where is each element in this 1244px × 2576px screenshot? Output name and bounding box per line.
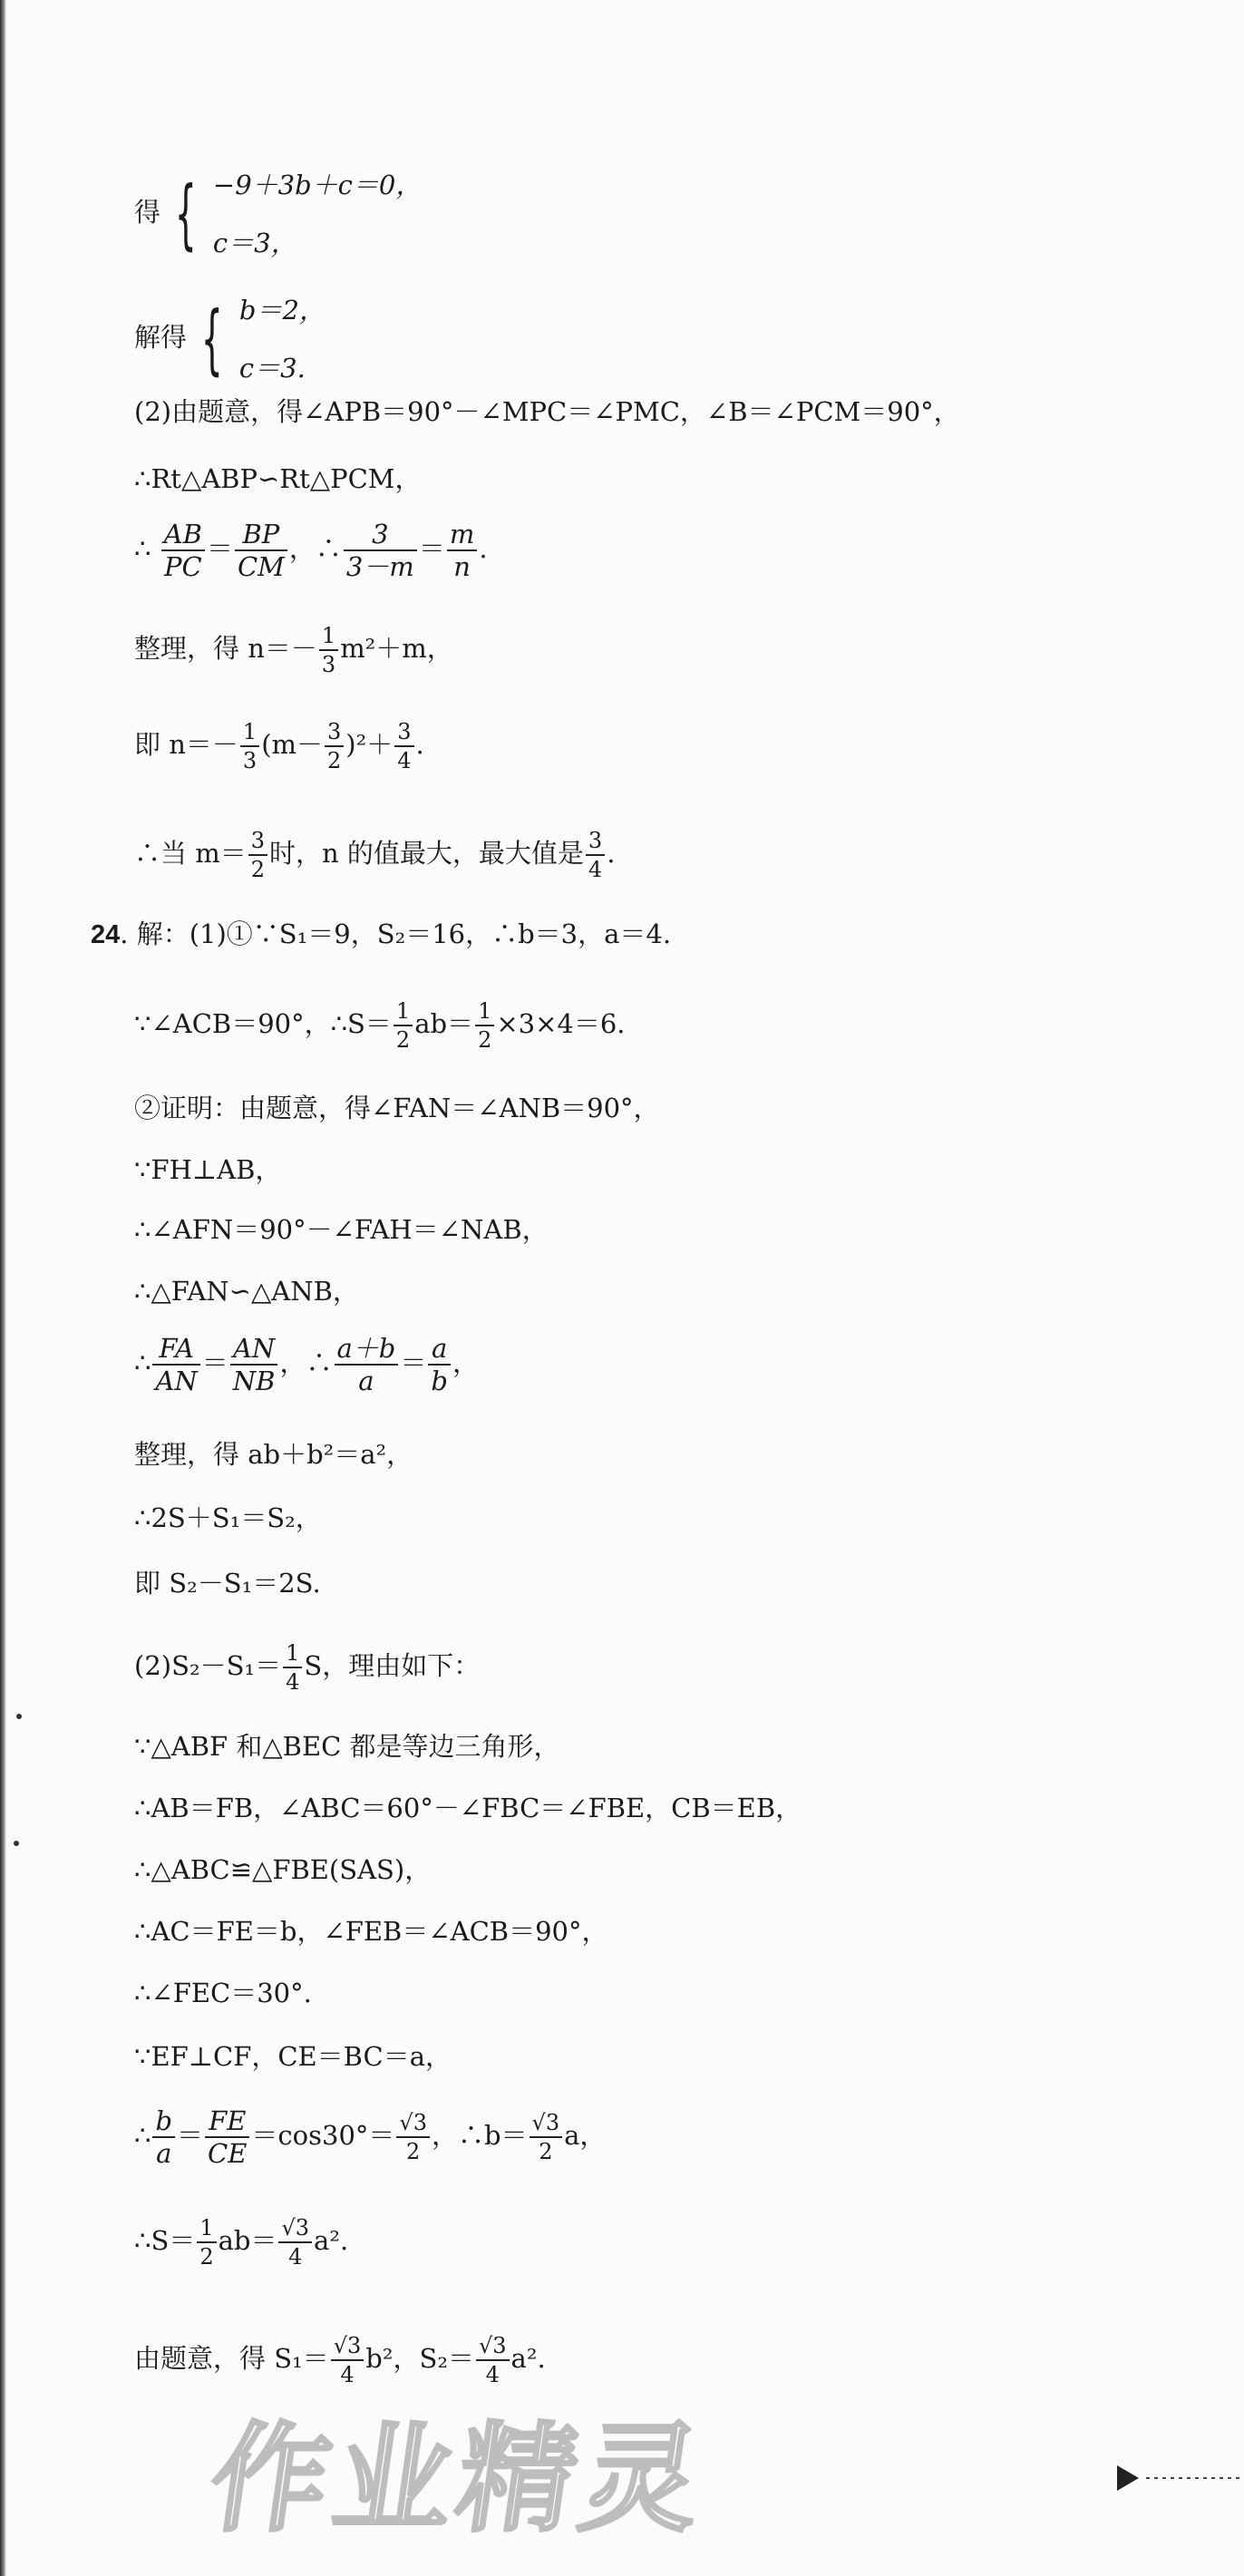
solution-line: ∴△ABC≌△FBE(SAS)， [134,1854,432,1885]
solution-line-fractions: ∵∠ACB＝90°，∴S＝ $\frac{1}{2}$ ab＝ $\frac{1}{2}$ ×3×4＝6. [134,998,626,1053]
solution-line: 即 S₂－S₁＝2S. [134,1568,321,1599]
solution-line: ∴Rt△ABP∽Rt△PCM， [134,463,422,494]
question-number: 24 [91,920,121,949]
solution-line: ∵EF⊥CF，CE＝BC＝a， [134,2041,452,2072]
solution-line-fractions: ∴ $\frac{FA}{AN}$ ＝ $\frac{AN}{NB}$ ，∴ $\frac{a+b}{a}$ ＝ $\frac{a}{b}$ ， [134,1333,479,1396]
solution-line: ∵△ABF 和△BEC 都是等边三角形， [134,1731,560,1762]
solution-line-fractions: ∴S＝ $\frac{1}{2}$ ab＝ $\frac{√3}{4}$ a². [134,2215,349,2270]
solution-line: (2)由题意，得∠APB＝90°－∠MPC＝∠PMC，∠B＝∠PCM＝90°， [134,396,960,427]
solution-line-fractions: 即 n＝－ $\frac{1}{3}$ (m－ $\frac{3}{2}$ )²＋ $\frac{3}{4}$ . [134,719,424,773]
solution-line: ∴AC＝FE＝b，∠FEB＝∠ACB＝90°， [134,1916,608,1947]
watermark-logo: 作业精灵 [201,2410,715,2548]
equation-system-1: 得 { −9＋3b＋c＝0， c＝3， [134,170,423,258]
solution-line-fractions: 整理，得 n＝－ $\frac{1}{3}$ m²＋m， [134,623,453,677]
solution-line: 整理，得 ab＋b²＝a²， [134,1439,413,1470]
solution-line: ∴∠FEC＝30°. [134,1978,312,2008]
triangle-arrow-right-icon[interactable] [1115,2462,1242,2498]
equation-system-2: 解得 { b＝2， c＝3. [134,295,326,384]
solution-line: ∴∠AFN＝90°－∠FAH＝∠NAB， [134,1214,549,1245]
solution-line-fractions: ∴ $\frac{b}{a}$ ＝ $\frac{FE}{CE}$ ＝cos30°＝ $\frac{√3}{2}$ ，∴b＝ $\frac{√3}{2}$ a， [134,2105,607,2169]
solution-line-fractions: (2)S₂－S₁＝ $\frac{1}{4}$ S，理由如下： [134,1640,481,1695]
solution-line: ∴2S＋S₁＝S₂， [134,1502,322,1533]
solution-line-fractions: ∴当 m＝ $\frac{3}{2}$ 时，n 的值最大，最大值是 $\frac{3}{4}$ . [134,828,616,882]
solution-line: ∴△FAN∽△ANB， [134,1276,359,1307]
scan-speck [16,1714,22,1719]
page-binding-edge [0,0,6,2576]
question-24-heading: 24. 解：(1)①∵S₁＝9，S₂＝16，∴b＝3，a＝4. [91,919,672,949]
solution-line: ∵FH⊥AB， [134,1154,282,1185]
scan-speck [14,1841,19,1846]
solution-line: ∴AB＝FB，∠ABC＝60°－∠FBC＝∠FBE，CB＝EB， [134,1793,802,1823]
solution-line-fractions: ∴ $\frac{AB}{PC}$ ＝ $\frac{BP}{CM}$ ，∴ $\frac{3}{3-m}$ ＝ $\frac{m}{n}$ . [134,519,488,582]
solution-line-fractions: 由题意，得 S₁＝ $\frac{√3}{4}$ b²，S₂＝ $\frac{√3}{4}$ a². [134,2333,546,2387]
solution-line: ②证明：由题意，得∠FAN＝∠ANB＝90°， [134,1093,660,1123]
